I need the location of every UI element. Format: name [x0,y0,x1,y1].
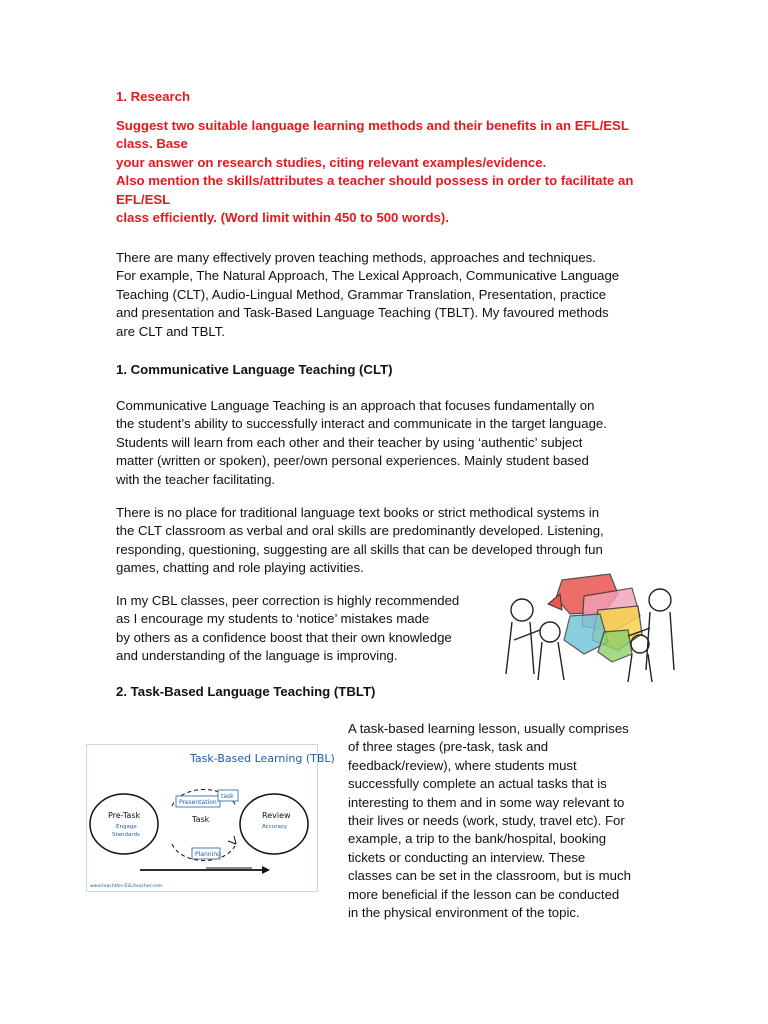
communication-illustration [500,570,680,682]
review-label: Review [262,811,291,820]
text-line: EFL/ESL [116,191,171,207]
tblt-heading: 2. Task-Based Language Teaching (TBLT) [116,684,376,699]
text-line: Also mention the skills/attributes a teacher should possess in order to facilitate an [116,173,634,189]
text-line: classes can be set in the classroom, but is much [348,868,631,884]
text-line: class. Base [116,136,188,152]
tbl-diagram [86,744,335,892]
text-line: interesting to them and in some way relevant to [348,794,625,810]
text-line: feedback/review), where students must [348,757,577,773]
diagram-title: Task-Based Learning (TBL) [190,752,335,765]
text-line: There are many effectively proven teaching methods, approaches and techniques. [116,250,596,265]
text-line: For example, The Natural Approach, The Lexical Approach, Communicative Language [116,268,620,284]
text-line: responding, questioning, suggesting are all skills that can be developed through fun [116,541,603,557]
review-sub: Accuracy [262,824,288,830]
speech-bubbles-icon [548,574,642,662]
text-line: the student’s ability to successfully interact and communicate in the target language. [116,416,607,432]
text-line: games, chatting and role playing activities. [116,560,364,576]
text-line: your answer on research studies, citing relevant examples/evidence. [116,154,547,170]
clt-paragraph-2 [116,504,604,578]
pre-task-label: Pre-Task [108,811,141,820]
diagram-footer: www.teachthis-ESL/teacher.com [90,884,163,889]
text-line: by others as a confidence boost that their own knowledge [116,629,452,645]
text-line: tickets or conducting an interview. These [348,849,586,865]
pre-task-sub1: Engage [116,824,137,830]
text-line: with the teacher facilitating. [116,471,276,487]
text-line: A task-based learning lesson, usually comprises [348,721,629,736]
task-label: Task [192,815,210,824]
text-line: successfully complete an actual tasks that is [348,776,607,792]
text-line: Communicative Language Teaching is an approach that focuses fundamentally on [116,398,595,413]
text-line: In my CBL classes, peer correction is highly recommended [116,593,460,608]
text-line: There is no place for traditional language text books or strict methodical systems in [116,505,600,520]
section-heading: 1. Research [116,89,191,104]
presentation-label: Presentation [179,799,217,806]
clt-paragraph-3 [116,592,459,666]
assignment-prompt [116,117,633,227]
text-line: of three stages (pre-task, task and [348,739,549,755]
text-line: as I encourage my students to ‘notice’ mistakes made [116,611,430,627]
text-line: and presentation and Task-Based Language Teaching (TBLT). My favoured methods [116,305,609,321]
text-line: class efficiently. (Word limit within 450 to 500 words). [116,210,449,226]
pre-task-sub2: Standards [112,832,140,838]
text-line: Teaching (CLT), Audio-Lingual Method, Grammar Translation, Presentation, practice [116,286,607,302]
text-line: are CLT and TBLT. [116,323,225,339]
planning-label: Planning [195,851,221,858]
text-line: Students will learn from each other and their teacher by using ‘authentic’ subject [116,434,583,450]
intro-paragraph [116,249,619,341]
clt-heading: 1. Communicative Language Teaching (CLT) [116,362,393,377]
text-line: matter (written or spoken), peer/own personal experiences. Mainly student based [116,453,589,469]
clt-paragraph-1 [116,397,607,489]
text-line: the CLT classroom as verbal and oral skills are predominantly developed. Listening, [116,523,604,539]
text-line: example, a trip to the bank/hospital, booking [348,831,607,847]
text-line: and understanding of the language is improving. [116,648,398,664]
text-line: more beneficial if the lesson can be conducted [348,886,620,902]
text-line: Suggest two suitable language learning methods and their benefits in an EFL/ESL [116,118,629,133]
tblt-paragraph [348,720,668,922]
text-line: in the physical environment of the topic. [348,905,580,921]
task-box-label: task [221,793,234,800]
text-line: their lives or needs (work, study, travel etc). For [348,813,625,829]
